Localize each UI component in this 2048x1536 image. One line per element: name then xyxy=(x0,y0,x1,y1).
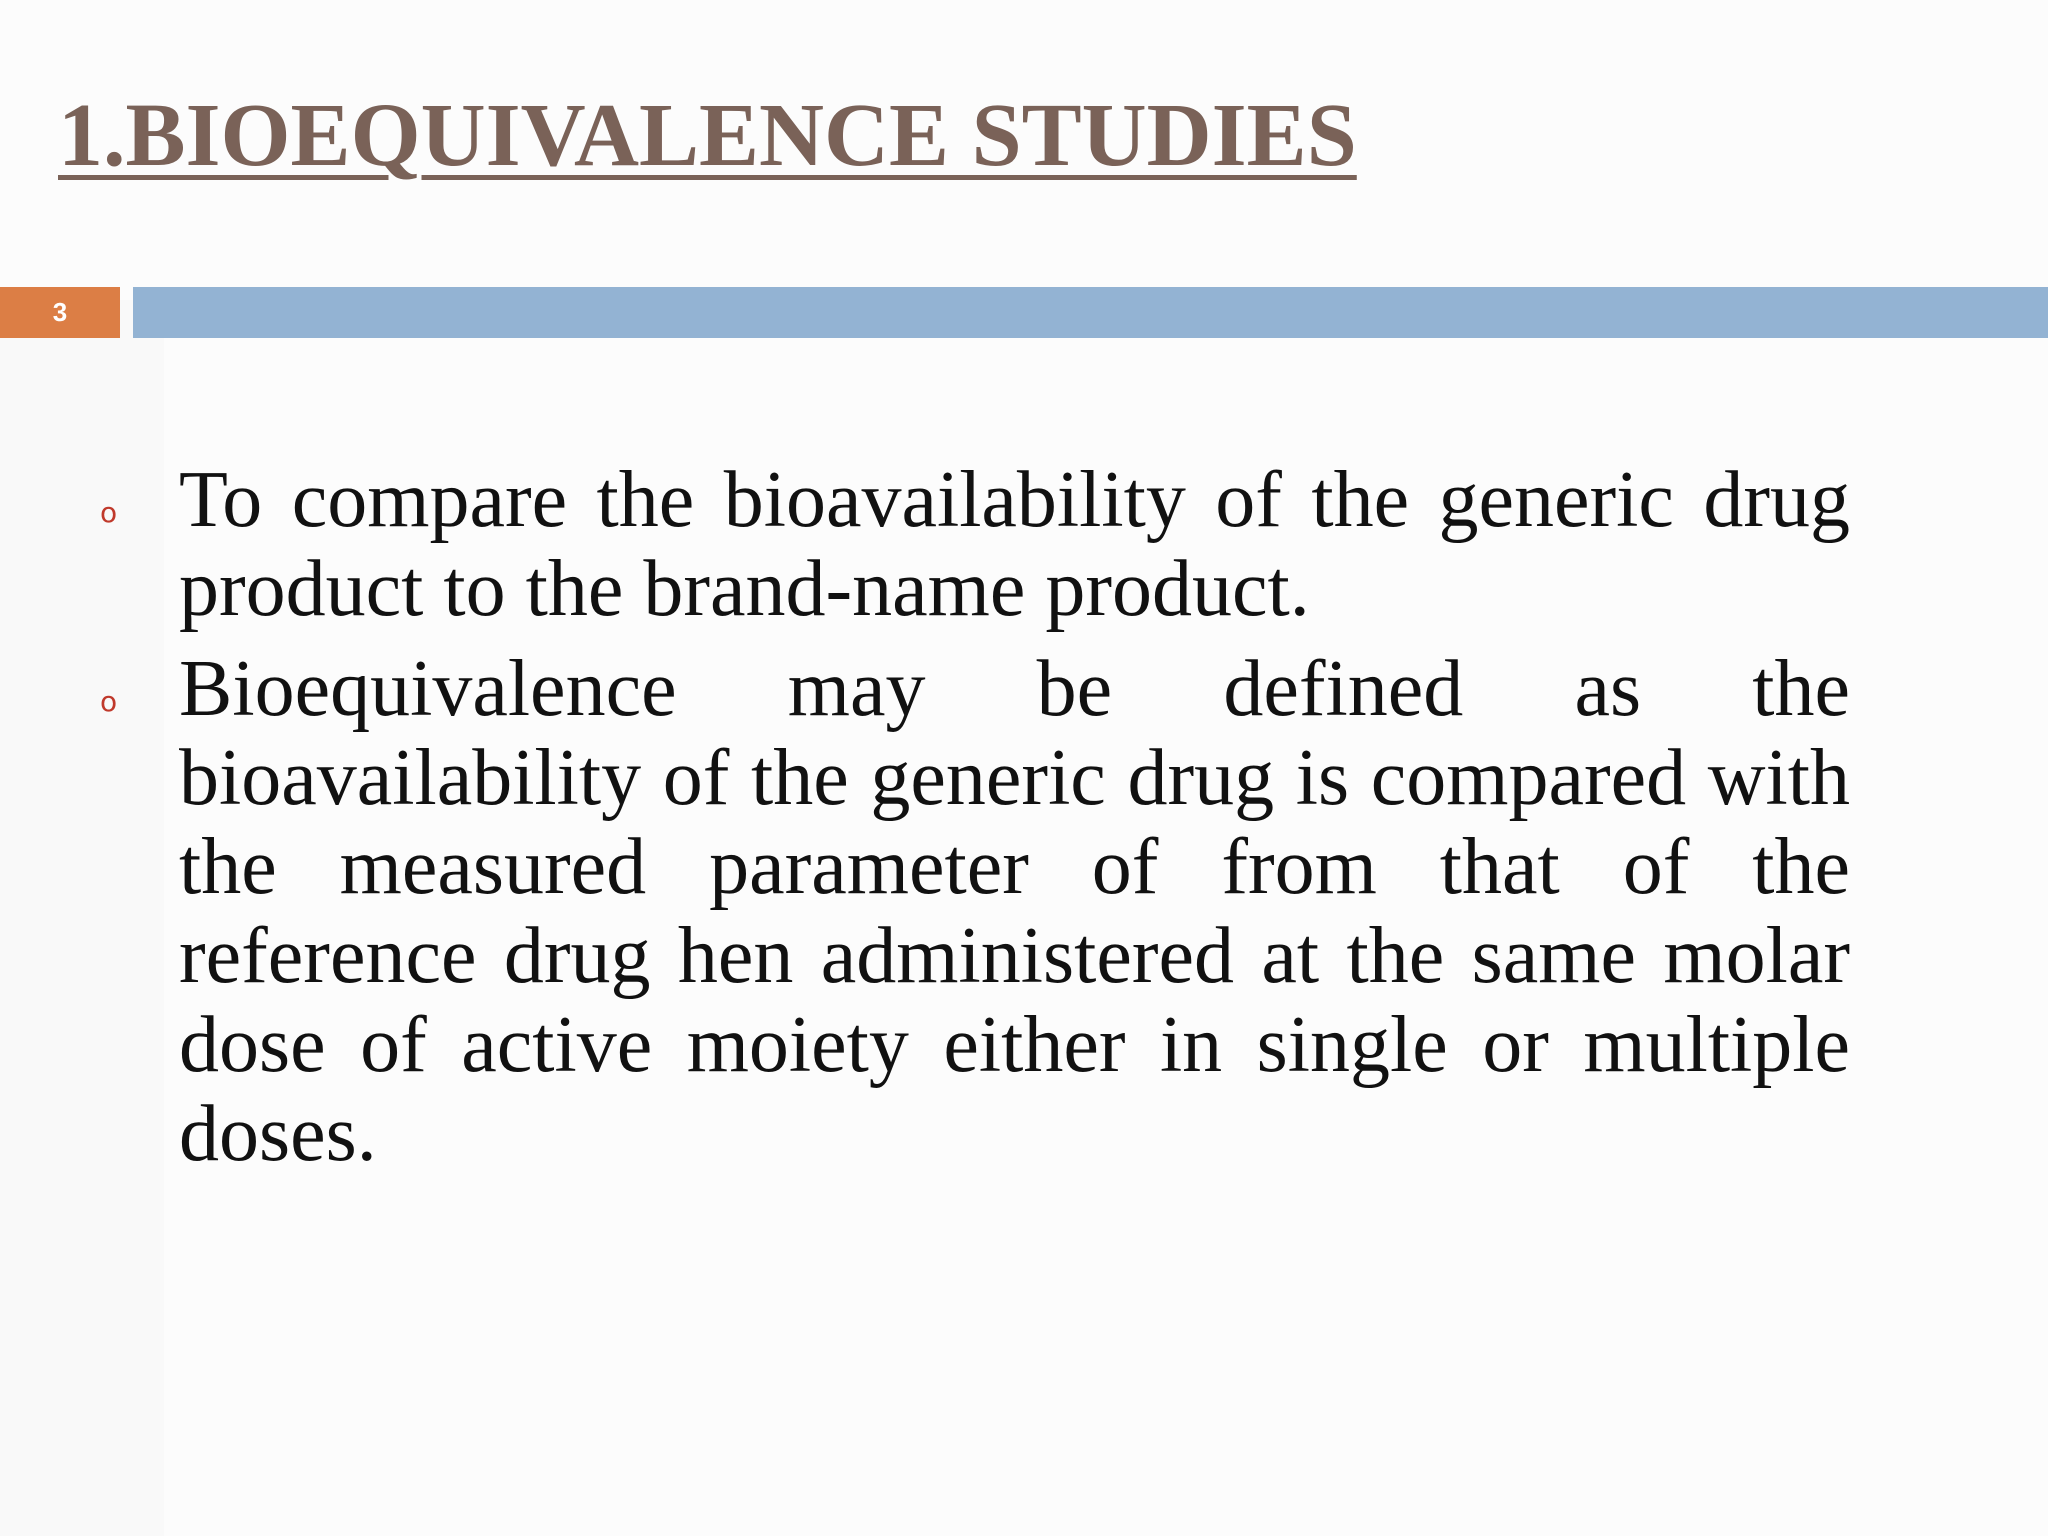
slide-title: 1.BIOEQUIVALENCE STUDIES xyxy=(58,86,1357,185)
bullet-text: To compare the bioavailability of the generic drug product to the brand-name product. xyxy=(179,456,1850,633)
hollow-circle-bullet-icon: o xyxy=(100,685,118,718)
hollow-circle-bullet-icon: o xyxy=(100,496,118,529)
bullet-text: Bioequivalence may be defined as the bioavailability of the generic drug is compared with the measured parameter of from that of the reference drug hen administered at the same molar dose of active moiety either in single or multiple doses. xyxy=(179,645,1850,1178)
header-accent-bar xyxy=(133,287,2048,338)
bullet-list xyxy=(100,456,1850,1190)
bullet-item-purpose xyxy=(100,456,1850,634)
bullet-item-definition xyxy=(100,645,1850,1179)
page-number-badge: 3 xyxy=(0,287,120,338)
